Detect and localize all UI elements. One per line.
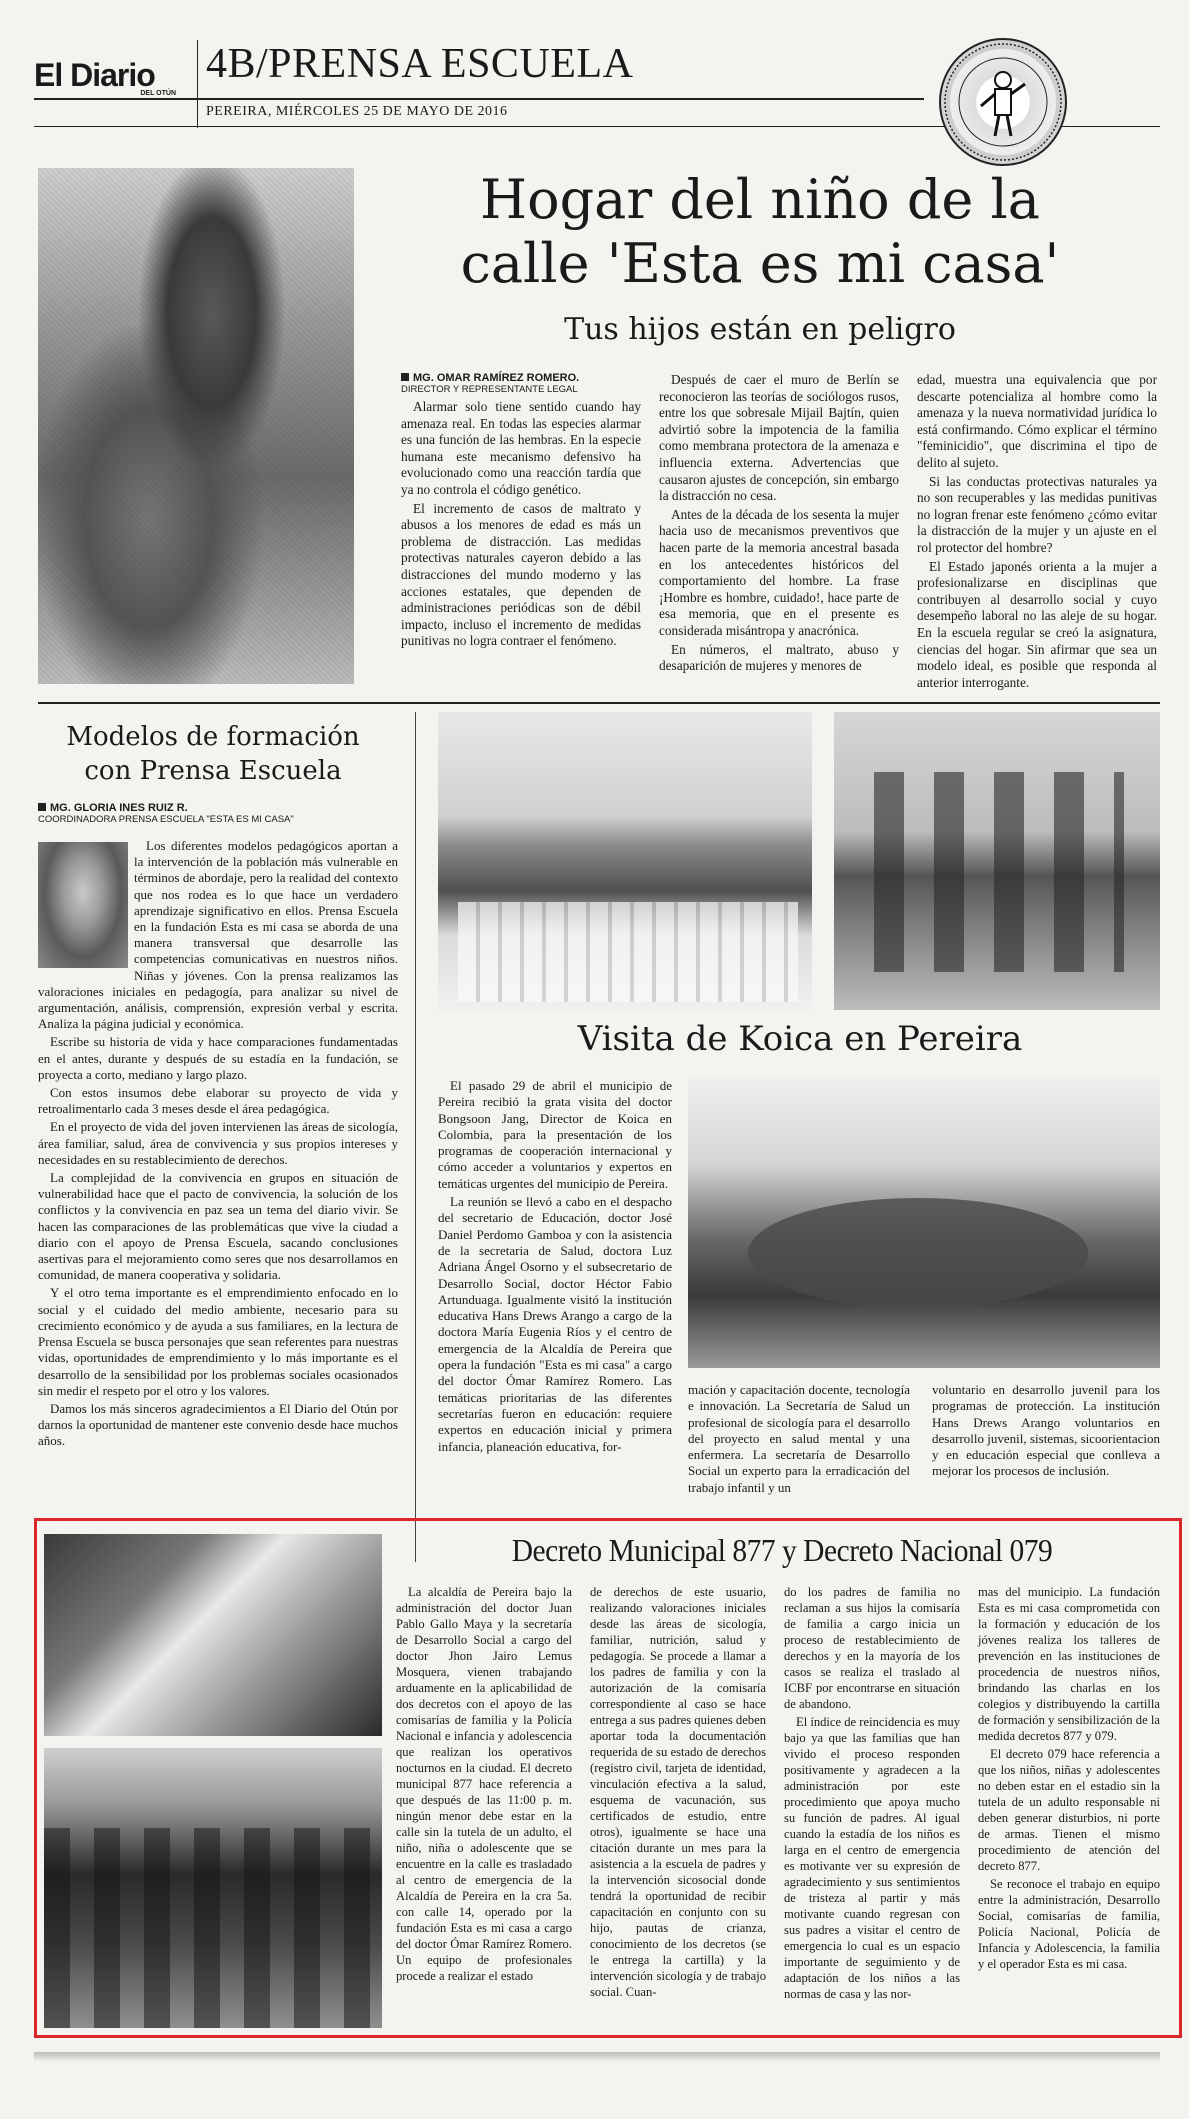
story1-col3 <box>917 372 1157 693</box>
story1-col1-p1: Alarmar solo tiene sentido cuando hay amenaza real. En todas las especies alarmar es una función de las hembras. En la especie humana este mecanismo defensivo ha evolucionado como una reacción tardía que ya no controla el código genético. <box>401 399 641 497</box>
logo-subtext: DEL OTÚN <box>140 90 176 97</box>
story1-author-role: DIRECTOR Y REPRESENTANTE LEGAL <box>401 384 578 395</box>
story2-p2: Escribe su historia de vida y hace comparaciones fundamentadas en el antes, durante y después de su estadía en la fundación, se proyecta a corto, mediano y largo plazo. <box>38 1034 398 1082</box>
story1-col1 <box>401 372 641 652</box>
story3-col3 <box>932 1382 1160 1482</box>
story4-col1 <box>396 1584 572 1986</box>
story4-col1-p1: La alcaldía de Pereira bajo la administración del doctor Juan Pablo Gallo Maya y la secretaría de Desarrollo Social a cargo del doctor Jhon Jairo Lemus Mosquera, vienen trabajando arduamente en la aplicabilidad de dos decretos con el apoyo de las comisarías de familia y la Policía Nacional e infancia y adolescencia que realizan los operativos nocturnos en la ciudad. El decreto municipal 877 hace referencia a que después de las 11:00 p. m. ningún menor debe estar en la calle sin la tutela de un adulto, el niño, niña o adolescente que se encuentre en la calle es trasladado al centro de emergencia de la Alcaldía de Pereira en la cra 5a. con calle 14, operado por la fundación Esta es mi casa a cargo del doctor Ómar Ramírez Romero. Un equipo de profesionales procede a realizar el estado <box>396 1585 572 1983</box>
story1-col3-p1: edad, muestra una equivalencia que por descarte potencializa al hombre como la amenaza y la nueva normatividad jurídica lo está confirmando. Cómo explicar el término "feminicidio", que discrimina el tipo de delito al sujeto. <box>917 372 1157 470</box>
story4-col2-p1: de derechos de este usuario, realizando valoraciones iniciales desde las áreas de sicología, familiar, nutrición, salud y pedagogía. Se procede a llamar a los padres de familia y con la autorización de la comisaría correspondiente al caso se hace entrega a sus padres quienes deben aportar toda la documentación requerida de su estado de derechos (registro civil, tarjeta de identidad, vinculación efectiva a la salud, esquema de vacunación, sus certificados de estudio, entre otros), igualmente se hace una citación durante un mes para la asistencia a la escuela de padres y la intervención sicosocial donde tendrá la oportunidad de recibir capacitación en conjunto con su hijo, pautas de crianza, conocimiento de los decretos (se le entrega la cartilla) y la intervención sicología y de trabajo social. Cuan- <box>590 1585 766 1999</box>
story1-title <box>380 168 1140 296</box>
masthead-logo <box>34 58 184 97</box>
story3-col3-p1: voluntario en desarrollo juvenil para los programas de protección. La institución Hans Drews Arango voluntarios en desarrollo juvenil, sistemas, sicoorientacion y en educación especial que conlleva a mejorar los procesos de inclusión. <box>932 1382 1160 1479</box>
story1-title-line1: Hogar del niño de la <box>480 168 1040 231</box>
emergency-center-photo <box>44 1748 382 2028</box>
story4-col4 <box>978 1584 1160 1974</box>
story1-col1-p2: El incremento de casos de maltrato y abusos a los menores de edad es más un problema de distracción. Las medidas protectivas naturales cayeron debido a las distracciones del mundo moderno y las acciones estatales, que dependen de administraciones periódicas son de débil impacto, incluso el incremento de medidas punitivas no logra contraer el fenómeno. <box>401 500 641 649</box>
story1-bottom-rule <box>38 702 1160 704</box>
story3-col1-p1: El pasado 29 de abril el municipio de Pereira recibió la grata visita del doctor Bongsoon Jang, Director de Koica en Colombia, para la presentación de los programas de cooperación internacional y cómo acceder a voluntarios y expertos en temáticas urgentes del municipio de Pereira. <box>438 1078 672 1191</box>
father-child-photo <box>38 168 354 684</box>
story3-col2 <box>688 1382 910 1498</box>
story2-p5: La complejidad de la convivencia en grupos en situación de vulnerabilidad hace que el pacto de convivencia, la solución de los conflictos y la convivencia en paz sea un tema del diario vivir. Se hacen las comparaciones de las problemáticas que vive la ciudad a diario con el apoyo de Prensa Escuela, sacando conclusiones asertivas para el mejoramiento como seres que nos desarrollamos en comunidad, de manera cooperativa y solidaria. <box>38 1170 398 1283</box>
koica-meeting-photo <box>688 1078 1160 1368</box>
story1-col3-p3: El Estado japonés orienta a la mujer a profesionalizarse en disciplinas que contribuyen al desarrollo social y cuyo desempeño laboral no las aleje de su hogar. En la escuela regular se creó la asignatura, ciencias del hogar. Sin afirmar que sea un modelo ideal, es posible que responda al anterior interrogante. <box>917 558 1157 690</box>
section-title: 4B/PRENSA ESCUELA <box>206 41 634 87</box>
column-divider <box>415 712 416 1562</box>
story4-col4-p1: mas del municipio. La fundación Esta es mi casa comprometida con la formación y educación de los jóvenes realiza los talleres de prevención en las instituciones de procedencia de nuestros niños, brindando las charlas en los colegios y distribuyendo la cartilla de formación y sensibilización de la medida decretos 877 y 079. <box>978 1585 1160 1743</box>
koica-group-photo <box>438 712 812 1010</box>
story2-p3: Con estos insumos debe elaborar su proyecto de vida y retroalimentarlo cada 3 meses desde el área pedagógica. <box>38 1085 398 1117</box>
story4-col3-p1: do los padres de familia no reclaman a sus hijos la comisaría de familia a cargo inicia un proceso de restablecimiento de derechos y en la mayoría de los casos se realiza el traslado al ICBF por encontrarse en situación de abandono. <box>784 1585 960 1711</box>
story4-col3 <box>784 1584 960 2004</box>
page-bottom-edge <box>34 2052 1160 2062</box>
byline-square-icon <box>38 803 46 811</box>
story3-col2-p1: mación y capacitación docente, tecnología e innovación. La Secretaría de Salud un profesional de sicología para el desarrollo del proyecto en salud mental y una enfermera. La secretaría de Desarrollo Social un experto para la erradicación del trabajo infantil y un <box>688 1382 910 1495</box>
story2-title <box>38 720 388 788</box>
story4-col2 <box>590 1584 766 2002</box>
story2-p6: Y el otro tema importante es el emprendimiento enfocado en lo social y el cuidado del medio ambiente, necesario para su crecimiento económico y de ayuda a sus familiares, en la lectura de Prensa Escuela se busca personajes que sean referentes para nuestras vidas, oportunidades de emprendimiento y lo más importante es el desarrollo de la sensibilidad por los problemas sociales ocasionados sin medir el respeto por el otro y los valores. <box>38 1285 398 1398</box>
byline-square-icon <box>401 373 409 381</box>
story2-p1: Los diferentes modelos pedagógicos aportan a la intervención de la población más vulnerable en términos de abordaje, pero la realidad del contexto que nos rodea es lo que hace un verdadero aprendizaje significativo en ellos. Prensa Escuela en la fundación Esta es mi casa se aborda de una manera transversal que desarrolle las competencias comunicativas en nuestros niños. Niñas y jóvenes. Con la prensa realizamos las valoraciones iniciales en pedagogía, para analizar su nivel de argumentación, análisis, comprensión, expresión verbal y escrita. Analiza la página judicial y económica. <box>38 838 398 1032</box>
story2-byline <box>38 802 398 829</box>
children-table-photo <box>44 1534 382 1736</box>
story1-col2-p2: Antes de la década de los sesenta la mujer hacia uso de mecanismos preventivos que hacen parte de la memoria ancestral basada en los antecedentes históricos del comportamiento del hombre. La frase ¡Hombre es hombre, cuidado!, hace parte de esa memoria, que en el presente es considerada misántropa y anacrónica. <box>659 506 899 638</box>
story1-title-line2: calle 'Esta es mi casa' <box>460 232 1060 295</box>
seal-figure-icon <box>941 40 1065 164</box>
story1-col3-p2: Si las conductas protectivas naturales ya no son recuperables y las medidas punitivas no logran frenar este fenómeno ¿cómo evitar la distracción de la mujer y un ajuste en el rol protector del hombre? <box>917 473 1157 555</box>
story4-title: Decreto Municipal 877 y Decreto Nacional 079 <box>511 1532 1053 1568</box>
story1-col2-p1: Después de caer el muro de Berlín se reconocieron las teorías de sociólogos rusos, entre los que sobresale Mijail Bajtín, quien advirtió sobre la impotencia de la familia como membrana protectora de la amenaza e influencia externa. Advertencias que causaron ajustes de concepción, sin embargo la distracción no cesa. <box>659 372 899 504</box>
story2-author: MG. GLORIA INES RUIZ R. <box>50 802 188 814</box>
story1-col1-text <box>401 399 641 650</box>
story2-p7: Damos los más sinceros agradecimientos a El Diario del Otún por darnos la oportunidad de mantener este convenio desde hace muchos años. <box>38 1400 398 1449</box>
story2-author-role: COORDINADORA PRENSA ESCUELA "ESTA ES MI CASA" <box>38 814 294 825</box>
dateline: PEREIRA, MIÉRCOLES 25 DE MAYO DE 2016 <box>206 104 508 119</box>
story3-col1-p2: La reunión se llevó a cabo en el despacho del secretario de Educación, doctor José Daniel Perdomo Gamboa y con la asistencia de la secretaria de Salud, doctora Luz Adriana Ángel Osorno y el subsecretario de Desarrollo Social, doctor Héctor Fabio Artunduaga. Igualmente visitó la institución educativa Hans Drews Arango a cargo de la doctora María Eugenia Ríos y el centro de emergencia de la Alcaldía de Pereira que opera la fundación "Esta es mi casa" a cargo del doctor Ómar Ramírez Romero. Las temáticas prioritarias de las diferentes secretarías fueron en educación: requiere expertos en educación inicial y primera infancia, planeación educativa, for- <box>438 1194 672 1454</box>
story3-title: Visita de Koica en Pereira <box>577 1019 1023 1059</box>
story2-p4: En el proyecto de vida del joven intervienen las áreas de sicología, área familiar, salud, área de convivencia y sus propios intereses y necesidades en su restablecimiento de derechos. <box>38 1119 398 1167</box>
story1-author: MG. OMAR RAMÍREZ ROMERO. <box>413 372 580 384</box>
story2-body <box>38 838 398 1452</box>
story3-col1 <box>438 1078 672 1457</box>
masthead-rule <box>34 98 924 100</box>
story2-title-line2: con Prensa Escuela <box>84 756 342 786</box>
story2-title-line1: Modelos de formación <box>66 722 360 752</box>
story4-col4-p3: Se reconoce el trabajo en equipo entre la administración, Desarrollo Social, comisarías de familia, Policía Nacional, Policía de Infancia y Adolescencia, la familia y el operador Esta es mi casa. <box>978 1877 1160 1971</box>
logo-text: El Diario <box>34 57 155 93</box>
koica-visit-photo <box>834 712 1160 1010</box>
prensa-escuela-seal <box>939 38 1067 166</box>
masthead-divider <box>197 40 198 128</box>
story1-col2-p3: En números, el maltrato, abuso y desaparición de mujeres y menores de <box>659 641 899 674</box>
story4-col4-p2: El decreto 079 hace referencia a que los niños, niñas y adolescentes no deben estar en el estadio sin la tutela de un adulto responsable ni deben generar disturbios, ni porte de armas. Tienen el mismo procedimiento de atención del decreto 877. <box>978 1747 1160 1873</box>
masthead <box>34 38 1160 130</box>
story1-col2 <box>659 372 899 677</box>
story4-col3-p2: El índice de reincidencia es muy bajo ya que las familias que han vivido el proceso responden positivamente y agradecen a la administración por este procedimiento que apoya mucho su función de padres. Al igual cuando la estadía de los niños es larga en el centro de emergencia es motivante ver su expresión de agradecimiento y sus sentimientos de tristeza al partir y más motivante cuando regresan con sus padres a visitar el centro de emergencia lo cual es un espacio importante de seguimiento y de adaptación de los niños a las normas de casa y las nor- <box>784 1715 961 2001</box>
story1-subtitle: Tus hijos están en peligro <box>564 312 956 347</box>
